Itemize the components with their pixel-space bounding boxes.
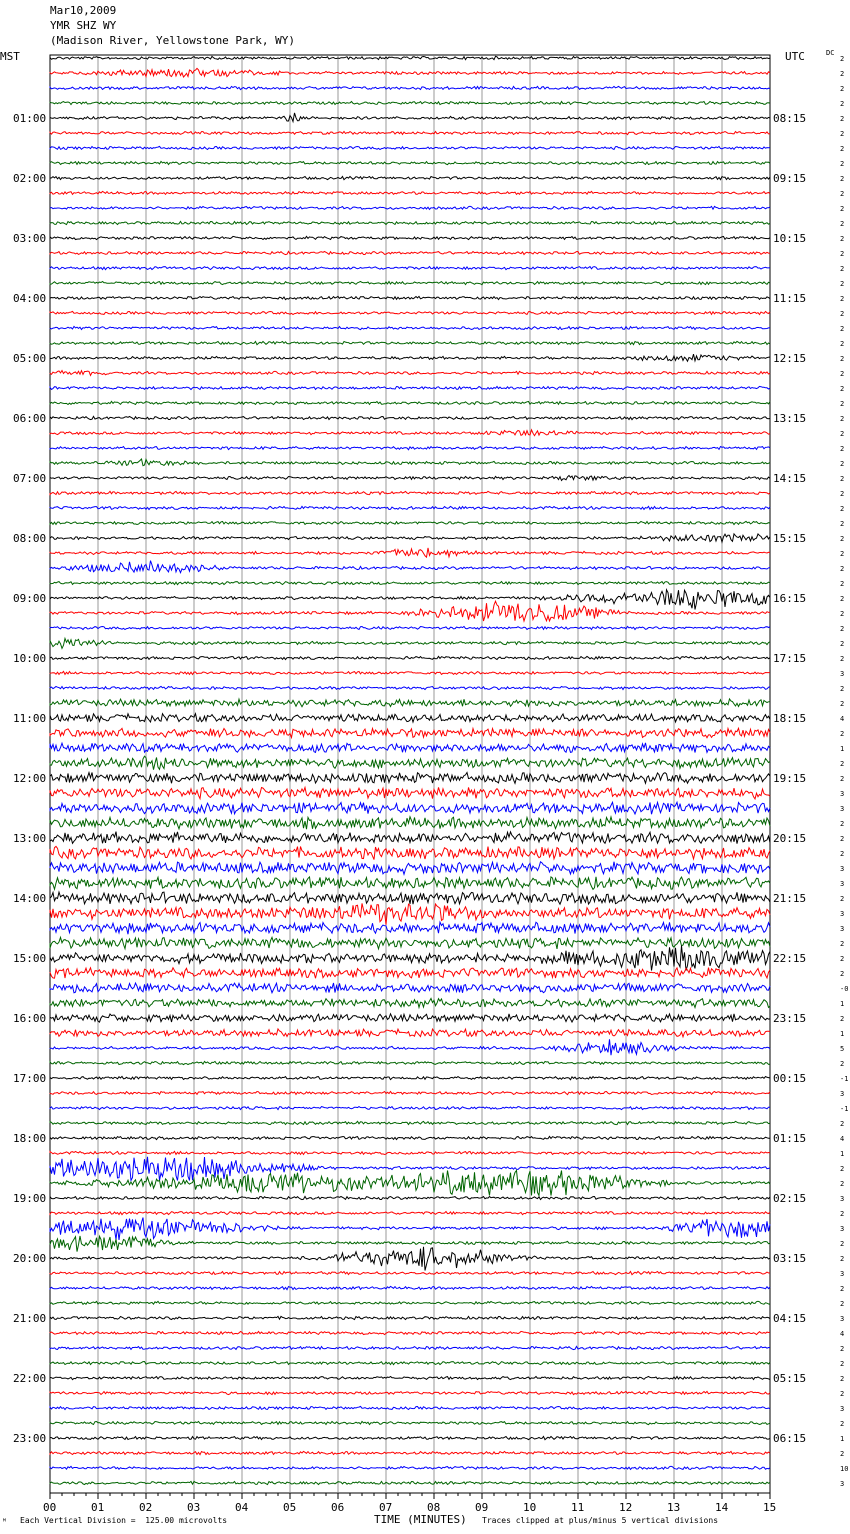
dc-offset-label: 2 bbox=[840, 565, 845, 573]
x-tick-label: 05 bbox=[283, 1501, 297, 1514]
trace-row bbox=[50, 561, 770, 573]
x-tick-label: 00 bbox=[43, 1501, 57, 1514]
trace-row bbox=[50, 922, 770, 934]
dc-offset-label: 3 bbox=[840, 880, 845, 888]
dc-offset-label: 2 bbox=[840, 265, 845, 273]
dc-offset-label: 2 bbox=[840, 370, 845, 378]
dc-offset-label: 1 bbox=[840, 1030, 845, 1038]
trace-row bbox=[50, 1136, 770, 1139]
trace-row bbox=[50, 506, 770, 509]
dc-offset-label: 3 bbox=[840, 910, 845, 918]
dc-offset-label: 2 bbox=[840, 835, 845, 843]
dc-offset-label: 2 bbox=[840, 1240, 845, 1248]
header-date: Mar10,2009 bbox=[50, 4, 117, 17]
x-tick-label: 03 bbox=[187, 1501, 201, 1514]
dc-offset-label: 2 bbox=[840, 1255, 845, 1263]
trace-row bbox=[50, 521, 770, 524]
x-axis-label: TIME (MINUTES) bbox=[374, 1513, 467, 1526]
trace-row bbox=[50, 236, 770, 239]
trace-row bbox=[50, 1218, 770, 1240]
dc-offset-label: -0 bbox=[840, 985, 849, 993]
left-hour-label: 20:00 bbox=[13, 1252, 47, 1265]
trace-row bbox=[50, 1331, 770, 1334]
trace-row bbox=[50, 671, 770, 674]
left-hour-label: 05:00 bbox=[13, 352, 47, 365]
trace-row bbox=[50, 728, 770, 737]
right-hour-label: 20:15 bbox=[773, 832, 807, 845]
trace-row bbox=[50, 946, 770, 971]
trace-row bbox=[50, 743, 770, 753]
trace-row bbox=[50, 1151, 770, 1154]
left-hour-label: 07:00 bbox=[13, 472, 47, 485]
dc-offset-label: 2 bbox=[840, 160, 845, 168]
left-hour-label: 21:00 bbox=[13, 1312, 47, 1325]
trace-row bbox=[50, 251, 770, 254]
dc-offset-label: 2 bbox=[840, 1210, 845, 1218]
trace-row bbox=[50, 968, 770, 979]
trace-row bbox=[50, 534, 770, 542]
trace-row bbox=[50, 459, 770, 466]
trace-row bbox=[50, 937, 770, 949]
dc-offset-label: 3 bbox=[840, 865, 845, 873]
dc-offset-label: 3 bbox=[840, 805, 845, 813]
dc-offset-label: 2 bbox=[840, 1450, 845, 1458]
x-tick-label: 01 bbox=[91, 1501, 105, 1514]
dc-offset-label: 1 bbox=[840, 1435, 845, 1443]
dc-offset-label: 3 bbox=[840, 670, 845, 678]
trace-row bbox=[50, 1301, 770, 1304]
trace-row bbox=[50, 354, 770, 361]
trace-row bbox=[50, 282, 770, 285]
dc-offset-label: 2 bbox=[840, 955, 845, 963]
trace-row bbox=[50, 296, 770, 299]
right-hour-label: 18:15 bbox=[773, 712, 807, 725]
trace-row bbox=[50, 582, 770, 585]
trace-row bbox=[50, 1451, 770, 1454]
trace-row bbox=[50, 1481, 770, 1484]
trace-row bbox=[50, 476, 770, 481]
dc-offset-label: 2 bbox=[840, 1060, 845, 1068]
left-hour-label: 15:00 bbox=[13, 952, 47, 965]
right-hour-label: 21:15 bbox=[773, 892, 807, 905]
dc-offset-label: 2 bbox=[840, 625, 845, 633]
dc-offset-label: 2 bbox=[840, 100, 845, 108]
plot-frame bbox=[50, 55, 770, 1493]
dc-offset-label: 2 bbox=[840, 1285, 845, 1293]
right-hour-label: 11:15 bbox=[773, 292, 807, 305]
clip-note: Traces clipped at plus/minus 5 vertical divisions bbox=[482, 1516, 719, 1525]
dc-offset-label: 2 bbox=[840, 1165, 845, 1173]
trace-row bbox=[50, 1061, 770, 1064]
right-hour-label: 08:15 bbox=[773, 112, 807, 125]
trace-row bbox=[50, 267, 770, 270]
left-hour-label: 22:00 bbox=[13, 1372, 47, 1385]
dc-offset-label: 2 bbox=[840, 70, 845, 78]
dc-offset-label: 2 bbox=[840, 1375, 845, 1383]
trace-row bbox=[50, 1406, 770, 1409]
x-tick-label: 13 bbox=[667, 1501, 681, 1514]
dc-offset-label: 2 bbox=[840, 1300, 845, 1308]
dc-offset-label: 3 bbox=[840, 925, 845, 933]
dc-offset-label: 2 bbox=[840, 775, 845, 783]
dc-offset-label: 2 bbox=[840, 700, 845, 708]
trace-row bbox=[50, 132, 770, 135]
scale-note: Each Vertical Division = 125.00 microvolts bbox=[20, 1516, 228, 1525]
left-hour-label: 12:00 bbox=[13, 772, 47, 785]
trace-row bbox=[50, 68, 770, 77]
dc-offset-label: 1 bbox=[840, 745, 845, 753]
trace-row bbox=[50, 1437, 770, 1440]
trace-row bbox=[50, 1171, 770, 1196]
dc-offset-label: 2 bbox=[840, 1420, 845, 1428]
dc-offset-label: 2 bbox=[840, 400, 845, 408]
left-axis-label: MST bbox=[0, 50, 20, 63]
trace-row bbox=[50, 1316, 770, 1319]
trace-row bbox=[50, 1346, 770, 1349]
dc-offset-label: 2 bbox=[840, 430, 845, 438]
dc-offset-label: 2 bbox=[840, 1360, 845, 1368]
header-station: YMR SHZ WY bbox=[50, 19, 117, 32]
dc-offset-label: 3 bbox=[840, 1315, 845, 1323]
right-hour-label: 02:15 bbox=[773, 1192, 807, 1205]
right-hour-label: 17:15 bbox=[773, 652, 807, 665]
trace-row bbox=[50, 817, 770, 829]
trace-row bbox=[50, 191, 770, 194]
trace-row bbox=[50, 1121, 770, 1124]
dc-offset-label: 2 bbox=[840, 895, 845, 903]
right-hour-label: 23:15 bbox=[773, 1012, 807, 1025]
dc-offset-label: 2 bbox=[840, 1015, 845, 1023]
dc-offset-label: 2 bbox=[840, 190, 845, 198]
right-hour-label: 01:15 bbox=[773, 1132, 807, 1145]
left-hour-label: 08:00 bbox=[13, 532, 47, 545]
right-hour-label: 15:15 bbox=[773, 532, 807, 545]
dc-offset-label: 4 bbox=[840, 1330, 845, 1338]
right-hour-label: 00:15 bbox=[773, 1072, 807, 1085]
trace-row bbox=[50, 161, 770, 164]
trace-row bbox=[50, 773, 770, 784]
trace-row bbox=[50, 1107, 770, 1110]
dc-offset-label: 10 bbox=[840, 1465, 849, 1473]
trace-row bbox=[50, 326, 770, 329]
dc-offset-label: 2 bbox=[840, 205, 845, 213]
left-hour-label: 13:00 bbox=[13, 832, 47, 845]
trace-row bbox=[50, 102, 770, 105]
trace-row bbox=[50, 416, 770, 419]
trace-row bbox=[50, 832, 770, 844]
dc-offset-label: 2 bbox=[840, 850, 845, 858]
dc-offset-label: 2 bbox=[840, 520, 845, 528]
dc-offset-label: 2 bbox=[840, 1390, 845, 1398]
dc-offset-label: 2 bbox=[840, 115, 845, 123]
trace-row bbox=[50, 1377, 770, 1380]
trace-row bbox=[50, 626, 770, 629]
trace-row bbox=[50, 1391, 770, 1394]
left-hour-label: 09:00 bbox=[13, 592, 47, 605]
dc-offset-label: 2 bbox=[840, 145, 845, 153]
dc-offset-label: 2 bbox=[840, 580, 845, 588]
dc-offset-label: 2 bbox=[840, 550, 845, 558]
trace-row bbox=[50, 447, 770, 450]
trace-row bbox=[50, 1362, 770, 1365]
dc-offset-label: 2 bbox=[840, 220, 845, 228]
dc-label: DC bbox=[826, 49, 835, 57]
left-hour-label: 19:00 bbox=[13, 1192, 47, 1205]
trace-row bbox=[50, 386, 770, 389]
dc-offset-label: 2 bbox=[840, 310, 845, 318]
trace-row bbox=[50, 1236, 770, 1252]
trace-row bbox=[50, 1014, 770, 1022]
dc-offset-label: 2 bbox=[840, 355, 845, 363]
right-hour-label: 09:15 bbox=[773, 172, 807, 185]
left-hour-label: 18:00 bbox=[13, 1132, 47, 1145]
right-axis-label: UTC bbox=[785, 50, 805, 63]
trace-row bbox=[50, 983, 770, 993]
x-tick-label: 15 bbox=[763, 1501, 777, 1514]
right-hour-label: 05:15 bbox=[773, 1372, 807, 1385]
left-hour-label: 23:00 bbox=[13, 1432, 47, 1445]
dc-offset-label: 2 bbox=[840, 490, 845, 498]
trace-row bbox=[50, 1157, 770, 1181]
dc-offset-label: 2 bbox=[840, 445, 845, 453]
dc-offset-label: 2 bbox=[840, 385, 845, 393]
dc-offset-label: 2 bbox=[840, 1120, 845, 1128]
dc-offset-label: 2 bbox=[840, 1180, 845, 1188]
x-tick-label: 04 bbox=[235, 1501, 249, 1514]
right-hour-label: 19:15 bbox=[773, 772, 807, 785]
dc-offset-label: 2 bbox=[840, 295, 845, 303]
trace-row bbox=[50, 341, 770, 344]
trace-row bbox=[50, 787, 770, 799]
trace-row bbox=[50, 862, 770, 875]
x-tick-label: 10 bbox=[523, 1501, 537, 1514]
left-hour-label: 03:00 bbox=[13, 232, 47, 245]
trace-row bbox=[50, 113, 770, 122]
dc-offset-label: 2 bbox=[840, 940, 845, 948]
dc-offset-label: 2 bbox=[840, 55, 845, 63]
trace-row bbox=[50, 548, 770, 557]
trace-row bbox=[50, 491, 770, 494]
left-hour-label: 17:00 bbox=[13, 1072, 47, 1085]
dc-offset-label: 2 bbox=[840, 655, 845, 663]
dc-offset-label: -1 bbox=[840, 1105, 849, 1113]
trace-row bbox=[50, 1039, 770, 1055]
dc-offset-label: 2 bbox=[840, 685, 845, 693]
dc-offset-label: 2 bbox=[840, 535, 845, 543]
trace-row bbox=[50, 892, 770, 904]
left-hour-label: 16:00 bbox=[13, 1012, 47, 1025]
trace-row bbox=[50, 714, 770, 722]
x-tick-label: 09 bbox=[475, 1501, 489, 1514]
corner-mark: ᴹ bbox=[2, 1517, 7, 1526]
dc-offset-label: 3 bbox=[840, 1195, 845, 1203]
left-hour-label: 02:00 bbox=[13, 172, 47, 185]
trace-row bbox=[50, 221, 770, 224]
trace-row bbox=[50, 998, 770, 1007]
trace-row bbox=[50, 699, 770, 707]
dc-offset-label: 2 bbox=[840, 1345, 845, 1353]
dc-offset-label: 2 bbox=[840, 235, 845, 243]
dc-offset-label: 2 bbox=[840, 325, 845, 333]
dc-offset-label: 3 bbox=[840, 1270, 845, 1278]
dc-offset-label: 1 bbox=[840, 1150, 845, 1158]
dc-offset-label: 2 bbox=[840, 730, 845, 738]
dc-offset-label: 3 bbox=[840, 1225, 845, 1233]
right-hour-label: 10:15 bbox=[773, 232, 807, 245]
dc-offset-label: 1 bbox=[840, 1000, 845, 1008]
dc-offset-label: 2 bbox=[840, 250, 845, 258]
x-tick-label: 14 bbox=[715, 1501, 729, 1514]
trace-row bbox=[50, 206, 770, 209]
dc-offset-label: 5 bbox=[840, 1045, 845, 1053]
right-hour-label: 03:15 bbox=[773, 1252, 807, 1265]
x-tick-label: 02 bbox=[139, 1501, 153, 1514]
trace-row bbox=[50, 639, 770, 649]
dc-offset-label: 2 bbox=[840, 175, 845, 183]
dc-offset-label: 3 bbox=[840, 790, 845, 798]
trace-row bbox=[50, 802, 770, 814]
right-hour-label: 12:15 bbox=[773, 352, 807, 365]
right-hour-label: 14:15 bbox=[773, 472, 807, 485]
trace-row bbox=[50, 371, 770, 376]
trace-row bbox=[50, 590, 770, 610]
x-tick-label: 08 bbox=[427, 1501, 441, 1514]
dc-offset-label: -1 bbox=[840, 1075, 849, 1083]
trace-row bbox=[50, 1466, 770, 1469]
trace-row bbox=[50, 846, 770, 859]
dc-offset-label: 3 bbox=[840, 1480, 845, 1488]
trace-row bbox=[50, 1247, 770, 1271]
dc-offset-label: 2 bbox=[840, 85, 845, 93]
x-tick-label: 06 bbox=[331, 1501, 345, 1514]
left-hour-label: 10:00 bbox=[13, 652, 47, 665]
trace-row bbox=[50, 601, 770, 621]
trace-row bbox=[50, 430, 770, 436]
right-hour-label: 04:15 bbox=[773, 1312, 807, 1325]
trace-row bbox=[50, 656, 770, 659]
dc-offset-label: 2 bbox=[840, 640, 845, 648]
left-hour-label: 14:00 bbox=[13, 892, 47, 905]
trace-row bbox=[50, 177, 770, 180]
trace-row bbox=[50, 903, 770, 924]
dc-offset-label: 3 bbox=[840, 1405, 845, 1413]
trace-row bbox=[50, 1076, 770, 1079]
trace-row bbox=[50, 86, 770, 89]
x-tick-label: 12 bbox=[619, 1501, 633, 1514]
trace-row bbox=[50, 1092, 770, 1095]
dc-offset-label: 2 bbox=[840, 970, 845, 978]
trace-row bbox=[50, 1286, 770, 1289]
trace-row bbox=[50, 401, 770, 404]
trace-row bbox=[50, 877, 770, 890]
trace-row bbox=[50, 756, 770, 770]
trace-row bbox=[50, 1272, 770, 1275]
trace-row bbox=[50, 56, 770, 59]
trace-row bbox=[50, 1029, 770, 1037]
dc-offset-label: 2 bbox=[840, 280, 845, 288]
x-tick-label: 07 bbox=[379, 1501, 393, 1514]
left-hour-label: 11:00 bbox=[13, 712, 47, 725]
dc-offset-label: 2 bbox=[840, 820, 845, 828]
dc-offset-label: 2 bbox=[840, 475, 845, 483]
right-hour-label: 16:15 bbox=[773, 592, 807, 605]
dc-offset-label: 3 bbox=[840, 1090, 845, 1098]
right-hour-label: 06:15 bbox=[773, 1432, 807, 1445]
right-hour-label: 13:15 bbox=[773, 412, 807, 425]
trace-row bbox=[50, 686, 770, 689]
left-hour-label: 06:00 bbox=[13, 412, 47, 425]
dc-offset-label: 2 bbox=[840, 130, 845, 138]
trace-row bbox=[50, 146, 770, 149]
dc-offset-label: 2 bbox=[840, 610, 845, 618]
dc-offset-label: 2 bbox=[840, 460, 845, 468]
x-tick-label: 11 bbox=[571, 1501, 585, 1514]
trace-row bbox=[50, 1421, 770, 1424]
right-hour-label: 22:15 bbox=[773, 952, 807, 965]
left-hour-label: 04:00 bbox=[13, 292, 47, 305]
trace-row bbox=[50, 1196, 770, 1199]
trace-row bbox=[50, 311, 770, 314]
dc-offset-label: 4 bbox=[840, 1135, 845, 1143]
dc-offset-label: 2 bbox=[840, 760, 845, 768]
dc-offset-label: 2 bbox=[840, 340, 845, 348]
header-location: (Madison River, Yellowstone Park, WY) bbox=[50, 34, 296, 47]
dc-offset-label: 2 bbox=[840, 415, 845, 423]
left-hour-label: 01:00 bbox=[13, 112, 47, 125]
trace-row bbox=[50, 1212, 770, 1215]
dc-offset-label: 2 bbox=[840, 505, 845, 513]
dc-offset-label: 2 bbox=[840, 595, 845, 603]
dc-offset-label: 4 bbox=[840, 715, 845, 723]
